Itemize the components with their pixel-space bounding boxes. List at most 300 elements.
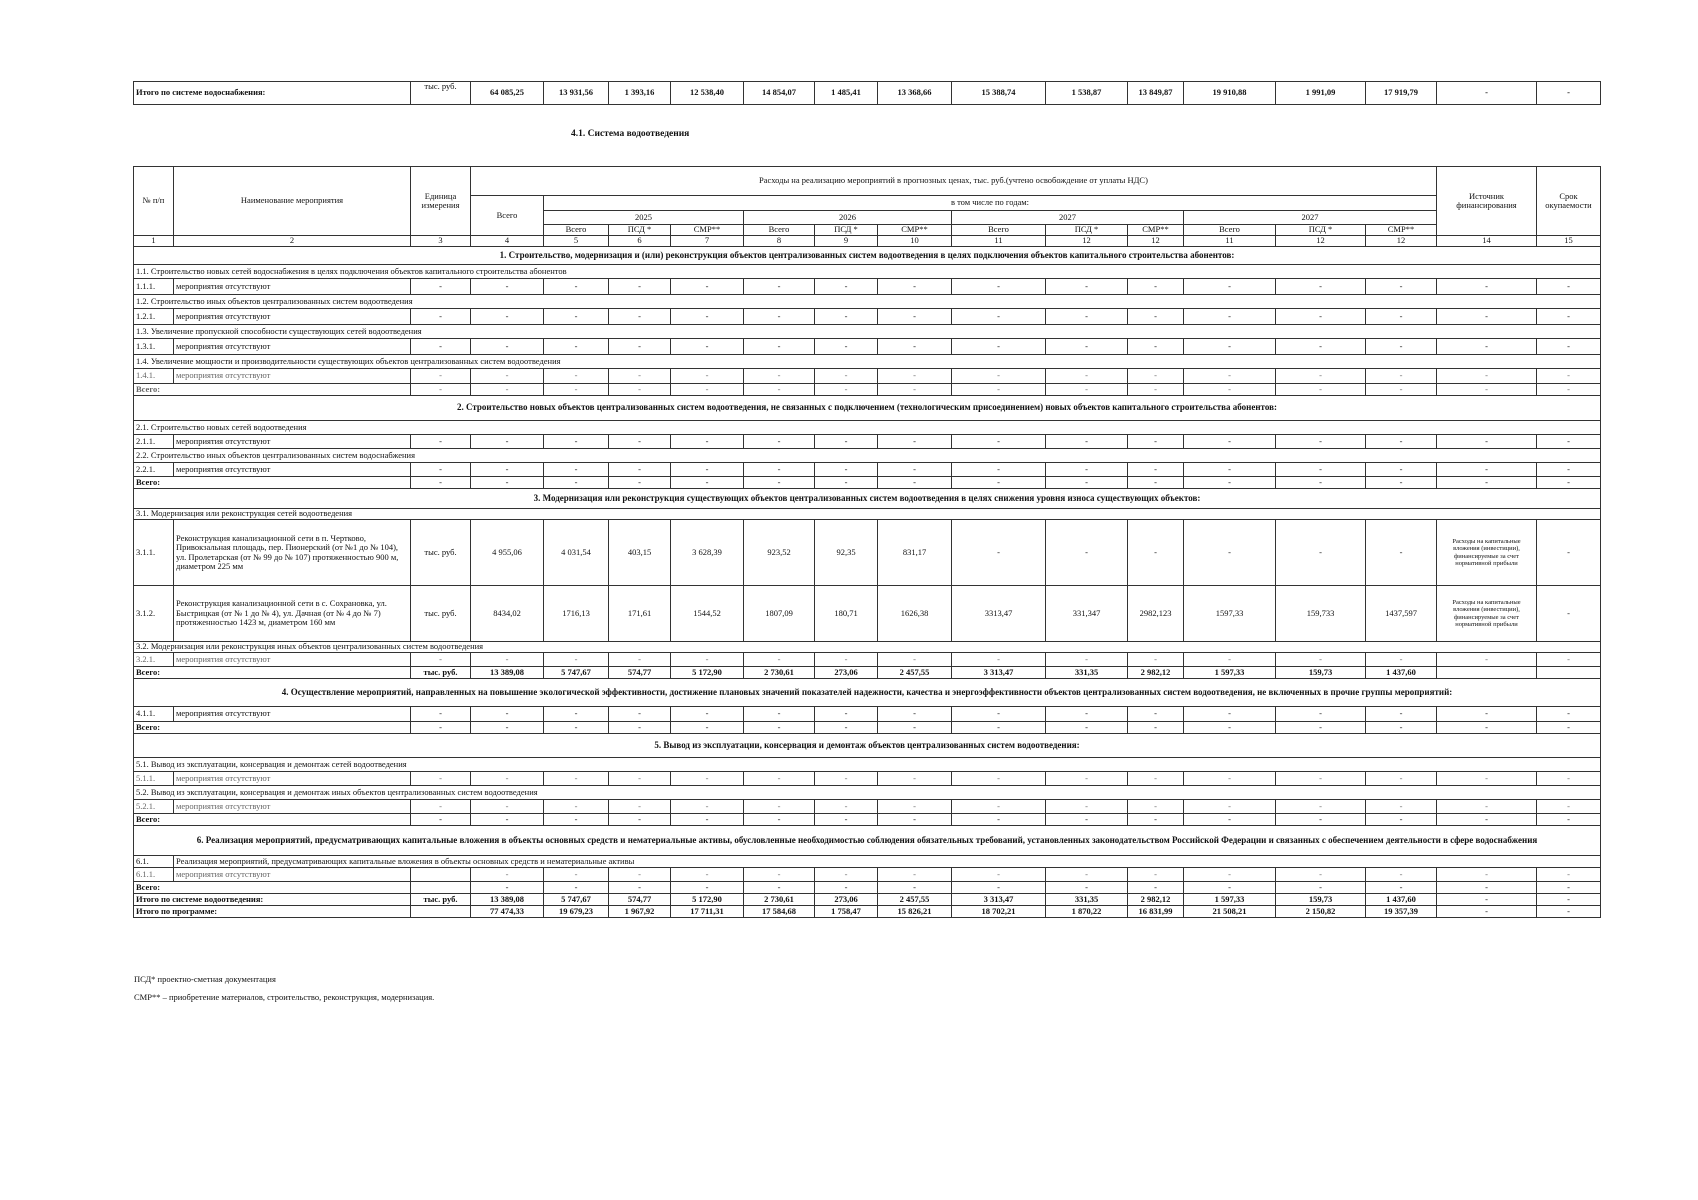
row-number: 2.1.1. [134,435,174,449]
dash-cell: - [1437,435,1537,449]
dash-cell: - [1437,384,1537,396]
col-number: 12 [1046,236,1128,247]
table-row [134,586,1601,642]
section-5-title: 5. Вывод из эксплуатации, консервация и демонтаж объектов централизованных систем водоотведения: [134,734,1601,758]
dash-cell: - [544,463,609,477]
dash-cell: - [1437,894,1537,906]
dash-cell: - [1128,868,1184,882]
dash-cell: - [744,800,815,814]
header-year: 2027 [1184,211,1437,225]
header-num: № п/п [134,167,174,236]
subsection-row [134,265,1601,279]
value-cell: 2 982,12 [1128,667,1184,679]
dash-cell: - [1366,707,1437,722]
dash-cell: - [609,279,671,295]
dash-cell: - [878,707,952,722]
dash-cell: - [815,435,878,449]
dash-cell: - [1366,800,1437,814]
dash-cell: - [744,279,815,295]
table-row [134,463,1601,477]
value-cell: 574,77 [609,667,671,679]
dash-cell: - [1537,653,1601,667]
dash-cell: - [471,653,544,667]
value-cell: 1 393,16 [609,82,671,105]
dash-cell: - [411,339,471,355]
value-cell: 3 313,47 [952,894,1046,906]
dash-cell: - [411,369,471,384]
col-number: 3 [411,236,471,247]
footnote-psd: ПСД* проектно-сметная документация [134,974,276,984]
dash-cell: - [1046,722,1128,734]
empty-cell [1437,667,1537,679]
value-cell: - [1366,520,1437,586]
value-cell: - [1276,520,1366,586]
dash-cell: - [1276,477,1366,489]
dash-cell: - [544,800,609,814]
header-year: 2027 [952,211,1184,225]
table-row [134,772,1601,786]
payback-cell: - [1537,586,1601,642]
value-cell: 159,73 [1276,894,1366,906]
col-number: 6 [609,236,671,247]
dash-cell: - [878,369,952,384]
header-total: Всего [471,196,544,236]
row-name: мероприятия отсутствуют [174,707,411,722]
value-cell: 1 870,22 [1046,906,1128,918]
value-cell: 831,17 [878,520,952,586]
value-cell: 92,35 [815,520,878,586]
value-cell: 16 831,99 [1128,906,1184,918]
value-cell: 1 437,60 [1366,894,1437,906]
dash-cell: - [1437,477,1537,489]
dash-cell: - [1437,814,1537,826]
header-row [134,167,1601,196]
dash-cell: - [544,435,609,449]
row-number: 6.1. [134,856,174,868]
dash-cell: - [471,800,544,814]
dash-cell: - [815,868,878,882]
dash-cell: - [1537,435,1601,449]
dash-cell: - [671,800,744,814]
value-cell: 12 538,40 [671,82,744,105]
dash-cell: - [544,309,609,325]
value-cell: 1 967,92 [609,906,671,918]
header-payback: Срок окупаемости [1537,167,1601,236]
dash-cell: - [1276,279,1366,295]
row-number: 1.2.1. [134,309,174,325]
header-sub: Всего [544,225,609,236]
dash-cell: - [815,800,878,814]
dash-cell: - [952,309,1046,325]
col-number: 15 [1537,236,1601,247]
value-cell: 13 368,66 [878,82,952,105]
dash-cell: - [1366,772,1437,786]
col-number: 11 [952,236,1046,247]
dash-cell: - [952,384,1046,396]
dash-cell: - [411,707,471,722]
dash-cell: - [744,339,815,355]
dash-cell: - [1184,477,1276,489]
dash-cell: - [1046,882,1128,894]
value-cell: 14 854,07 [744,82,815,105]
dash-cell: - [1128,309,1184,325]
value-cell: 15 388,74 [952,82,1046,105]
col-number: 1 [134,236,174,247]
value-cell: 2 730,61 [744,667,815,679]
value-cell: 18 702,21 [952,906,1046,918]
dash-cell: - [671,477,744,489]
row-name: Реконструкция канализационной сети в с. Сохрановка, ул. Быстрицкая (от № 1 до № 4), ул. Дачная (от № 4 до № 7) протяженностью 1423 м, диаметром 160 мм [174,586,411,642]
value-cell: 1 758,47 [815,906,878,918]
subsection-row [134,856,1601,868]
header-sub: Всего [1184,225,1276,236]
dash-cell: - [1366,309,1437,325]
dash-cell: - [1537,722,1601,734]
dash-cell: - [1184,463,1276,477]
dash-cell: - [1537,800,1601,814]
subsection-row [134,325,1601,339]
dash-cell: - [671,868,744,882]
row-number: 5.1.1. [134,772,174,786]
dash-cell: - [1366,435,1437,449]
dash-cell: - [544,369,609,384]
dash-cell: - [1276,814,1366,826]
value-cell: 4 955,06 [471,520,544,586]
dash-cell: - [671,463,744,477]
row-name: мероприятия отсутствуют [174,868,411,882]
dash-cell: - [411,435,471,449]
value-cell: 8434,02 [471,586,544,642]
dash-cell: - [1046,384,1128,396]
value-cell: 4 031,54 [544,520,609,586]
dash-cell: - [671,279,744,295]
value-cell: 17 711,31 [671,906,744,918]
dash-cell: - [1276,772,1366,786]
total-row [134,722,1601,734]
value-cell: 13 389,08 [471,894,544,906]
value-cell: - [952,520,1046,586]
section-row [134,247,1601,265]
dash-cell: - [1437,309,1537,325]
empty-cell [411,906,471,918]
value-cell: 1 538,87 [1046,82,1128,105]
dash-cell: - [815,814,878,826]
col-number: 11 [1184,236,1276,247]
dash-cell: - [671,369,744,384]
dash-cell: - [1537,894,1601,906]
water-supply-total-label: Итого по системе водоснабжения: [134,82,411,105]
dash-cell: - [1046,868,1128,882]
dash-cell: - [952,435,1046,449]
row-number: 5.2.1. [134,800,174,814]
total-label: Всего: [134,814,411,826]
dash-cell: - [878,814,952,826]
dash-cell: - [1437,906,1537,918]
dash-cell: - [1128,707,1184,722]
dash-cell: - [544,707,609,722]
dash-cell: - [411,800,471,814]
dash-cell: - [744,384,815,396]
value-cell: 1437,597 [1366,586,1437,642]
dash-cell: - [411,309,471,325]
dash-cell: - [878,477,952,489]
value-cell: 1 597,33 [1184,894,1276,906]
section-1-title: 1. Строительство, модернизация и (или) реконструкция объектов централизованных систем водоотведения в целях подключения объектов капитального строительства абонентов: [134,247,1601,265]
header-sub: ПСД * [1046,225,1128,236]
dash-cell: - [671,772,744,786]
total-label: Всего: [134,722,411,734]
header-name: Наименование мероприятия [174,167,411,236]
dash-cell: - [1046,279,1128,295]
row-name: мероприятия отсутствуют [174,279,411,295]
row-name: мероприятия отсутствуют [174,309,411,325]
dash-cell: - [1128,814,1184,826]
program-total-label: Итого по программе: [134,906,411,918]
dash-cell: - [952,800,1046,814]
dash-cell: - [1276,463,1366,477]
value-cell: 1626,38 [878,586,952,642]
dash-cell: - [1046,653,1128,667]
subsection-row [134,449,1601,463]
dash-cell: - [1366,477,1437,489]
dash-cell: - [471,772,544,786]
dash-cell: - [609,369,671,384]
funding-source: Расходы на капитальные вложения (инвестиции), финансируемые за счет нормативной прибыли [1437,586,1537,642]
table-row [134,309,1601,325]
subsection-1-2: 1.2. Строительство иных объектов централизованных систем водоотведения [134,295,1601,309]
dash-cell: - [878,800,952,814]
dash-cell: - [671,722,744,734]
dash-cell: - [744,477,815,489]
row-name: мероприятия отсутствуют [174,435,411,449]
dash-cell: - [609,463,671,477]
dash-cell: - [1437,279,1537,295]
dash-cell: - [744,309,815,325]
dash-cell: - [1184,435,1276,449]
total-label: Всего: [134,882,411,894]
dash-cell: - [952,477,1046,489]
col-number: 14 [1437,236,1537,247]
header-source: Источник финансирования [1437,167,1537,236]
dash-cell: - [411,279,471,295]
dash-cell: - [1128,477,1184,489]
dash-cell: - [1366,653,1437,667]
dash-cell: - [544,868,609,882]
value-cell: 2982,123 [1128,586,1184,642]
dash-cell: - [411,384,471,396]
dash-cell: - [878,435,952,449]
dash-cell: - [1046,800,1128,814]
dash-cell: - [815,477,878,489]
row-number: 6.1.1. [134,868,174,882]
row-number: 3.1.2. [134,586,174,642]
value-cell: 2 457,55 [878,667,952,679]
dash-cell: - [1437,800,1537,814]
col-number: 12 [1128,236,1184,247]
dash-cell: - [471,814,544,826]
value-cell: 19 910,88 [1184,82,1276,105]
dash-cell: - [1184,309,1276,325]
dash-cell: - [1437,882,1537,894]
row-number: 3.1.1. [134,520,174,586]
dash-cell: - [952,707,1046,722]
value-cell: 159,733 [1276,586,1366,642]
dash-cell: - [1276,369,1366,384]
unit-cell: тыс. руб. [411,894,471,906]
section-row [134,679,1601,707]
table-row [134,707,1601,722]
value-cell: 2 730,61 [744,894,815,906]
dash-cell: - [1537,814,1601,826]
value-cell: - [1184,520,1276,586]
dash-cell: - [1046,369,1128,384]
dash-cell: - [1276,868,1366,882]
dash-cell: - [815,707,878,722]
dash-cell: - [1437,772,1537,786]
dash-cell: - [1128,653,1184,667]
header-sub: Всего [744,225,815,236]
empty-cell [1537,667,1601,679]
dash-cell: - [471,868,544,882]
col-number: 5 [544,236,609,247]
dash-cell: - [1184,707,1276,722]
dash-cell: - [878,463,952,477]
dash-cell: - [671,882,744,894]
header-unit: Единица измерения [411,167,471,236]
value-cell: 2 150,82 [1276,906,1366,918]
dash-cell: - [471,279,544,295]
dash-cell: - [1046,435,1128,449]
col-number: 8 [744,236,815,247]
value-cell: - [1046,520,1128,586]
dash-cell: - [1537,707,1601,722]
dash-cell: - [471,477,544,489]
dash-cell: - [609,772,671,786]
subsection-5-2: 5.2. Вывод из эксплуатации, консервация и демонтаж иных объектов централизованных систем водоотведения [134,786,1601,800]
unit-cell: тыс. руб. [411,586,471,642]
dash-cell: - [471,722,544,734]
dash-cell: - [1128,384,1184,396]
subsection-row [134,295,1601,309]
subsection-3-2: 3.2. Модернизация или реконструкция иных объектов централизованных систем водоотведения [134,642,1601,653]
dash-cell: - [1184,882,1276,894]
dash-cell: - [1537,384,1601,396]
dash-cell: - [411,722,471,734]
dash-cell: - [1046,707,1128,722]
row-name: мероприятия отсутствуют [174,463,411,477]
dash-cell: - [815,463,878,477]
subsection-6-1: Реализация мероприятий, предусматривающих капитальные вложения в объекты основных средств и нематериальные активы [174,856,1601,868]
section-row [134,734,1601,758]
dash-cell: - [471,309,544,325]
dash-cell: - [952,814,1046,826]
total-label: Всего: [134,667,411,679]
dash-cell: - [1128,800,1184,814]
dash-cell: - [1437,722,1537,734]
dash-cell: - [671,653,744,667]
value-cell: 180,71 [815,586,878,642]
col-number: 10 [878,236,952,247]
subsection-row [134,355,1601,369]
dash-cell: - [952,339,1046,355]
dash-cell: - [544,882,609,894]
value-cell: 5 172,90 [671,667,744,679]
dash-cell: - [471,707,544,722]
dash-cell: - [815,279,878,295]
total-row [134,477,1601,489]
dash-cell: - [815,722,878,734]
unit-cell: тыс. руб. [411,667,471,679]
dash-cell: - [544,814,609,826]
value-cell: 1807,09 [744,586,815,642]
dash-cell: - [1437,707,1537,722]
value-cell: 3 313,47 [952,667,1046,679]
dash-cell: - [411,814,471,826]
empty-cell [411,882,471,894]
value-cell: 13 931,56 [544,82,609,105]
dash-cell: - [1184,384,1276,396]
value-cell: 171,61 [609,586,671,642]
value-cell: 5 172,90 [671,894,744,906]
dash-cell: - [1276,653,1366,667]
dash-cell: - [609,477,671,489]
dash-cell: - [952,463,1046,477]
subsection-row [134,758,1601,772]
dash-cell: - [609,868,671,882]
dash-cell: - [411,653,471,667]
dash-cell: - [1537,339,1601,355]
dash-cell: - [471,882,544,894]
table-row [134,279,1601,295]
dash-cell: - [1366,868,1437,882]
dash-cell: - [544,722,609,734]
dash-cell: - [609,384,671,396]
value-cell: 2 457,55 [878,894,952,906]
footnote-smr: СМР** – приобретение материалов, строительство, реконструкция, модернизация. [134,992,435,1002]
dash-cell: - [878,279,952,295]
dash-cell: - [609,339,671,355]
row-name: мероприятия отсутствуют [174,800,411,814]
dash-cell: - [1046,772,1128,786]
water-supply-total-table [133,81,1601,105]
dash-cell: - [471,369,544,384]
col-number: 2 [174,236,411,247]
dash-cell: - [1184,800,1276,814]
dash-cell: - [1366,279,1437,295]
dash-cell: - [544,279,609,295]
dash-cell: - [744,814,815,826]
dash-cell: - [1184,722,1276,734]
dash-cell: - [952,868,1046,882]
total-row [134,814,1601,826]
dash-cell: - [1128,279,1184,295]
dash-cell: - [952,772,1046,786]
dash-cell: - [1437,339,1537,355]
header-sub: СМР** [878,225,952,236]
dash-cell: - [952,882,1046,894]
dash-cell: - [471,435,544,449]
value-cell: 3 628,39 [671,520,744,586]
header-year: 2026 [744,211,952,225]
section-2-title: 2. Строительство новых объектов централизованных систем водоотведения, не связанных с подключением (технологическим присоединением) новых объектов капитального строительства абонентов: [134,396,1601,421]
row-number: 1.1.1. [134,279,174,295]
dash-cell: - [1184,653,1276,667]
dash-cell: - [952,653,1046,667]
dash-cell: - [744,868,815,882]
header-expenses: Расходы на реализацию мероприятий в прогнозных ценах, тыс. руб.(учтено освобождение от уплаты НДС) [471,167,1437,196]
dash-cell: - [952,722,1046,734]
dash-cell: - [815,772,878,786]
